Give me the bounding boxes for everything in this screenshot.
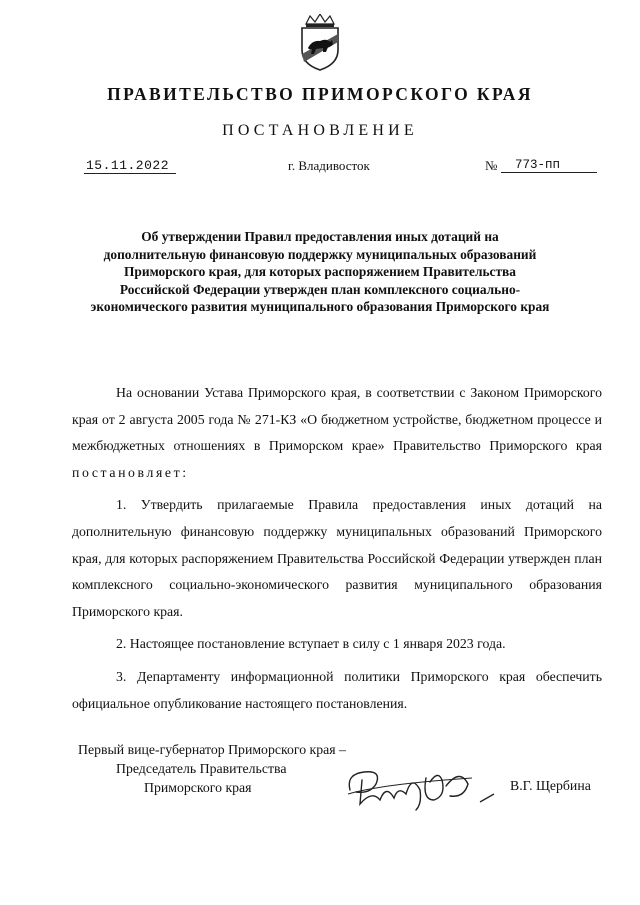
preamble-paragraph	[72, 380, 602, 486]
coat-of-arms-icon	[296, 14, 344, 72]
signer-name: В.Г. Щербина	[510, 778, 591, 793]
document-body	[72, 380, 602, 717]
item-paragraph-3: 3. Департаменту информационной политики Приморского края обеспечить официальное опубликование настоящего постановления.	[72, 668, 602, 711]
item-paragraph-1: 1. Утвердить прилагаемые Правила предоставления иных дотаций на дополнительную финансовую поддержку муниципальных образований Приморского края, для которых распоряжением Правительства Российской Федерации утвержден план комплексного социально-экономического развития муниципального образования Приморского края.	[72, 497, 602, 619]
signer-title-line-2: Председатель Правительства	[116, 761, 287, 776]
number-value: 773-пп	[501, 158, 597, 173]
signer-title	[78, 740, 346, 797]
document-subject: Об утверждении Правил предоставления иных дотаций на дополнительную финансовую поддержку муниципальных образований Приморского края, для которых распоряжением Правительства Российской Федерации утвержден план комплексного социально-экономического развития муниципального образования Приморского края	[90, 229, 550, 315]
item-paragraph-2: 2. Настоящее постановление вступает в силу с 1 января 2023 года.	[116, 636, 506, 652]
signer-title-line-1: Первый вице-губернатор Приморского края –	[78, 742, 346, 757]
signer-title-line-3: Приморского края	[144, 780, 252, 795]
document-date: 15.11.2022	[84, 158, 176, 174]
government-title: ПРАВИТЕЛЬСТВО ПРИМОРСКОГО КРАЯ	[107, 84, 533, 104]
document-city: г. Владивосток	[288, 158, 370, 173]
handwritten-signature	[342, 760, 502, 830]
decree-word: постановляет:	[72, 464, 189, 480]
preamble-text: На основании Устава Приморского края, в соответствии с Законом Приморского края от 2 августа 2005 года № 271-КЗ «О бюджетном устройстве, бюджетном процессе и межбюджетных отношениях в Приморском крае» Правительство Приморского края	[72, 385, 602, 454]
document-meta	[0, 158, 640, 182]
document-type: ПОСТАНОВЛЕНИЕ	[222, 122, 418, 139]
number-sign: №	[485, 158, 498, 173]
